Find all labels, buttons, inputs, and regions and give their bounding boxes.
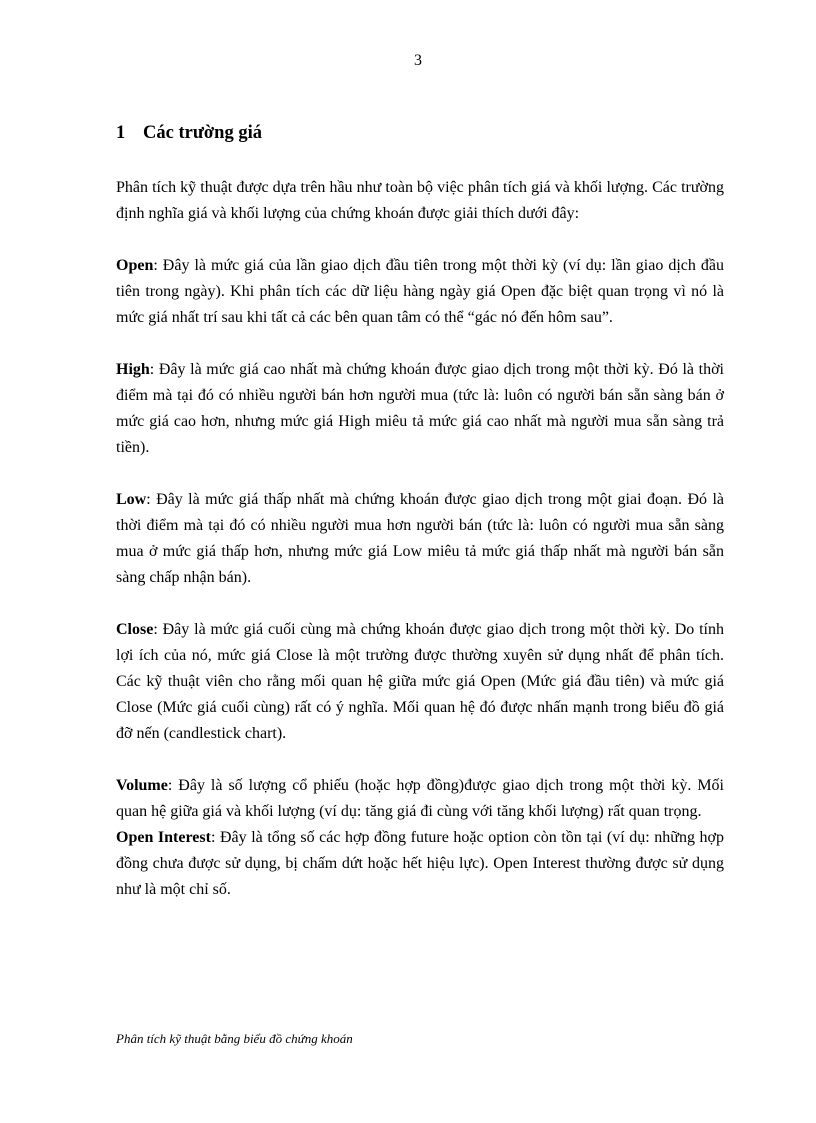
field-term: Open [116, 257, 154, 274]
field-close [116, 617, 724, 747]
field-open [116, 253, 724, 331]
field-term: High [116, 361, 150, 378]
field-term: Open Interest [116, 829, 211, 846]
section-heading [116, 122, 262, 144]
field-term: Close [116, 621, 154, 638]
page-number: 3 [414, 52, 422, 69]
section-title: Các trường giá [143, 123, 262, 143]
field-description: : Đây là mức giá của lần giao dịch đầu tiên trong một thời kỳ (ví dụ: lần giao dịch đầu tiên trong ngày). Khi phân tích các dữ liệu hàng ngày giá Open đặc biệt quan trọng vì nó là mức giá nhất trí sau khi tất cả các bên quan tâm có thể “gác nó đến hôm sau”. [116, 257, 724, 326]
field-description: : Đây là số lượng cổ phiếu (hoặc hợp đồng)được giao dịch trong một thời kỳ. Mối quan hệ giữa giá và khối lượng (ví dụ: tăng giá đi cùng với tăng khối lượng) rất quan trọng. [116, 777, 724, 820]
section-number: 1 [116, 123, 126, 143]
field-description: : Đây là mức giá cuối cùng mà chứng khoán được giao dịch trong một thời kỳ. Do tính lợi ích của nó, mức giá Close là một trường được thường xuyên sử dụng nhất để phân tích. Các kỹ thuật viên cho rằng mối quan hệ giữa mức giá Open (Mức giá đầu tiên) và mức giá Close (Mức giá cuối cùng) rất có ý nghĩa. Mối quan hệ đó được nhấn mạnh trong biểu đồ giá đỡ nến (candlestick chart). [116, 621, 724, 742]
field-open-interest [116, 825, 724, 903]
document-body [116, 175, 724, 903]
field-description: : Đây là tổng số các hợp đồng future hoặc option còn tồn tại (ví dụ: những hợp đồng chưa được sử dụng, bị chấm dứt hoặc hết hiệu lực). Open Interest thường được sử dụng như là một chỉ số. [116, 829, 724, 898]
field-term: Low [116, 491, 147, 508]
field-description: : Đây là mức giá thấp nhất mà chứng khoán được giao dịch trong một giai đoạn. Đó là thời điểm mà tại đó có nhiều người mua hơn người bán (tức là: luôn có người mua sẵn sàng mua ở mức giá thấp hơn, nhưng mức giá Low miêu tả mức giá thấp nhất mà người bán sẵn sàng chấp nhận bán). [116, 491, 724, 586]
field-description: : Đây là mức giá cao nhất mà chứng khoán được giao dịch trong một thời kỳ. Đó là thời điểm mà tại đó có nhiều người bán hơn người mua (tức là: luôn có người bán sẵn sàng bán ở mức giá cao hơn, nhưng mức giá High miêu tả mức giá cao nhất mà người mua sẵn sàng trả tiền). [116, 361, 724, 456]
page-footer: Phân tích kỹ thuật bằng biểu đồ chứng khoán [116, 1031, 353, 1046]
field-high [116, 357, 724, 461]
field-low [116, 487, 724, 591]
field-term: Volume [116, 777, 168, 794]
field-volume [116, 773, 724, 825]
intro-paragraph: Phân tích kỹ thuật được dựa trên hầu như toàn bộ việc phân tích giá và khối lượng. Các trường định nghĩa giá và khối lượng của chứng khoán được giải thích dưới đây: [116, 179, 724, 222]
